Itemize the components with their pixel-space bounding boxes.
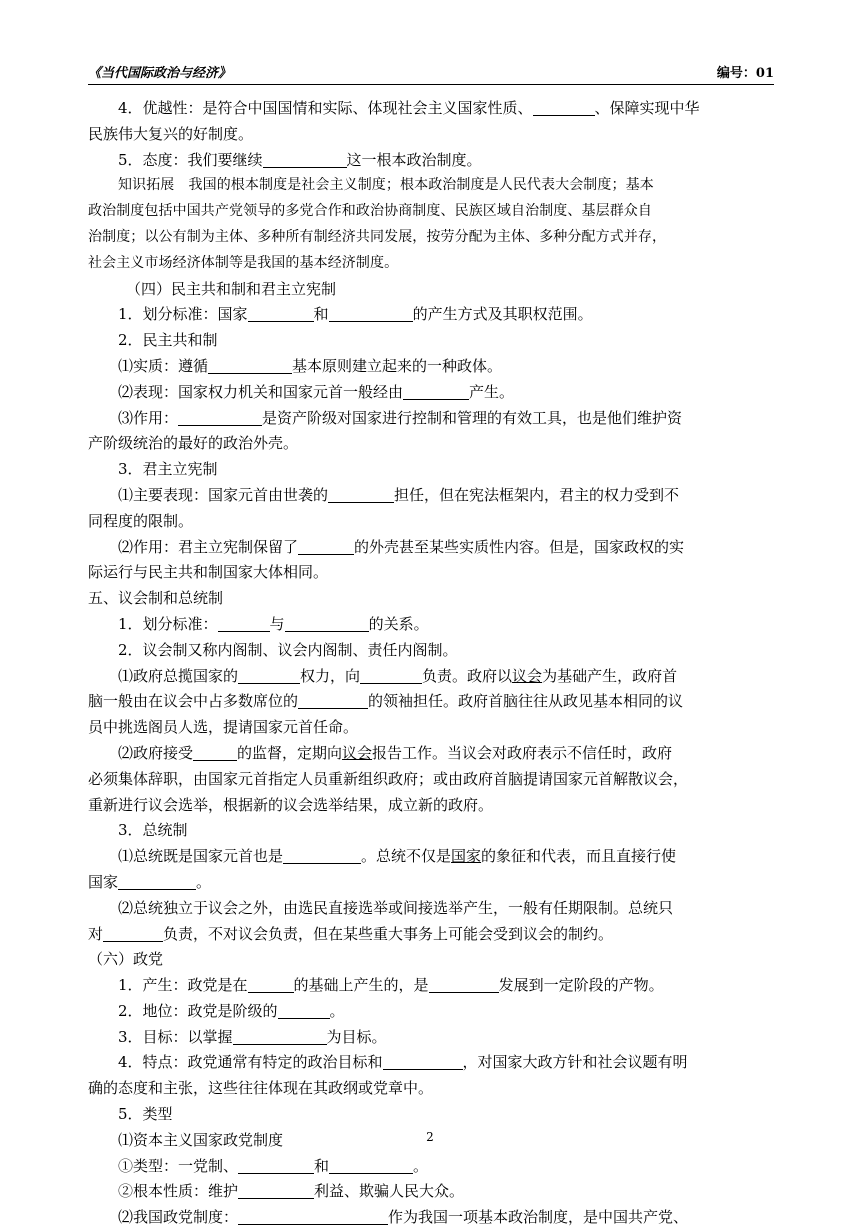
fill-blank[interactable] — [218, 614, 270, 632]
fill-blank[interactable] — [285, 614, 369, 632]
text-line: 2．地位：政党是阶级的 。 — [118, 1001, 345, 1020]
text-line: 产阶级统治的最好的政治外壳。 — [88, 434, 299, 453]
text-line: ⑴实质：遵循 基本原则建立起来的一种政体。 — [118, 356, 503, 375]
fill-blank[interactable] — [208, 356, 292, 374]
text-line: 际运行与民主共和制国家大体相同。 — [88, 563, 329, 582]
text-line: ⑶作用： 是资产阶级对国家进行控制和管理的有效工具，也是他们维护资 — [118, 408, 683, 427]
text-line: ⑴政府总揽国家的 权力，向 负责。政府以议会为基础产生，政府首 — [118, 666, 678, 685]
fill-blank[interactable] — [103, 924, 163, 942]
text-line: 5．态度：我们要继续 这一根本政治制度。 — [118, 150, 482, 169]
text-line: ⑴主要表现：国家元首由世袭的 担任，但在宪法框架内，君主的权力受到不 — [118, 485, 680, 504]
fill-blank[interactable] — [238, 1181, 314, 1199]
text-line: 国家 。 — [88, 872, 212, 891]
section-heading: （六）政党 — [88, 950, 164, 969]
page-number: 2 — [426, 1130, 434, 1144]
knowledge-expansion: 知识拓展 我国的根本制度是社会主义制度；根本政治制度是人民代表大会制度；基本 — [118, 177, 654, 194]
fill-blank[interactable] — [233, 1027, 327, 1045]
text-line: 1．产生：政党是在 的基础上产生的，是 发展到一定阶段的产物。 — [118, 976, 664, 995]
text-line: 同程度的限制。 — [88, 511, 194, 530]
document-number: 编号：01 — [716, 66, 774, 81]
text-line: ⑵政府接受 的监督，定期向议会报告工作。当议会对政府表示不信任时，政府 — [118, 743, 673, 762]
fill-blank[interactable] — [248, 975, 294, 993]
text-line: 1．划分标准： 与 的关系。 — [118, 614, 429, 633]
fill-blank[interactable] — [298, 691, 368, 709]
fill-blank[interactable] — [238, 1207, 388, 1225]
text-line: ①类型：一党制、 和 。 — [118, 1156, 429, 1175]
fill-blank[interactable] — [238, 666, 300, 684]
knowledge-expansion: 社会主义市场经济体制等是我国的基本经济制度。 — [88, 254, 399, 271]
fill-blank[interactable] — [360, 666, 422, 684]
knowledge-expansion: 政治制度包括中国共产党领导的多党合作和政治协商制度、民族区域自治制度、基层群众自 — [88, 203, 652, 220]
section-heading: 五、议会制和总统制 — [88, 589, 224, 608]
text-line: 员中挑选阁员人选，提请国家元首任命。 — [88, 718, 359, 737]
fill-blank[interactable] — [118, 872, 196, 890]
text-line: 重新进行议会选举，根据新的议会选举结果，成立新的政府。 — [88, 795, 494, 814]
fill-blank[interactable] — [533, 98, 595, 116]
text-line: ⑵我国政党制度： 作为我国一项基本政治制度，是中国共产党、 — [118, 1208, 689, 1227]
fill-blank[interactable] — [328, 485, 394, 503]
document-body — [88, 96, 774, 1231]
text-line: 4．特点：政党通常有特定的政治目标和 ，对国家大政方针和社会议题有明 — [118, 1053, 688, 1072]
text-line: 必须集体辞职，由国家元首指定人员重新组织政府；或由政府首脑提请国家元首解散议会， — [88, 769, 689, 788]
fill-blank[interactable] — [429, 975, 499, 993]
section-heading: （四）民主共和制和君主立宪制 — [126, 279, 337, 298]
fill-blank[interactable] — [238, 1156, 314, 1174]
text-line: 1．划分标准：国家 和 的产生方式及其职权范围。 — [118, 305, 593, 324]
knowledge-expansion: 治制度；以公有制为主体、多种所有制经济共同发展，按劳分配为主体、多种分配方式并存， — [88, 228, 667, 245]
text-line: 民族伟大复兴的好制度。 — [88, 124, 254, 143]
fill-blank[interactable] — [298, 537, 354, 555]
fill-blank[interactable] — [403, 382, 469, 400]
text-line: ⑴资本主义国家政党制度 — [118, 1130, 284, 1149]
text-line: 2．议会制又称内阁制、议会内阁制、责任内阁制。 — [118, 640, 458, 659]
text-line: ⑴总统既是国家元首也是 。总统不仅是国家的象征和代表，而且直接行使 — [118, 847, 677, 866]
fill-blank[interactable] — [248, 304, 314, 322]
text-line: 3．目标：以掌握 为目标。 — [118, 1027, 387, 1046]
text-line: 3．总统制 — [118, 821, 188, 840]
text-line: 确的态度和主张，这些往往体现在其政纲或党章中。 — [88, 1079, 434, 1098]
fill-blank[interactable] — [283, 846, 361, 864]
page-header — [88, 62, 774, 85]
text-line: ⑵总统独立于议会之外，由选民直接选举或间接选举产生，一般有任期限制。总统只 — [118, 898, 674, 917]
text-line: ②根本性质：维护 利益、欺骗人民大众。 — [118, 1182, 465, 1201]
text-line: ⑵表现：国家权力机关和国家元首一般经由 产生。 — [118, 382, 515, 401]
fill-blank[interactable] — [278, 1001, 330, 1019]
course-title: 《当代国际政治与经济》 — [88, 66, 232, 81]
text-line: 2．民主共和制 — [118, 331, 218, 350]
text-line: 脑一般由在议会中占多数席位的 的领袖担任。政府首脑往往从政见基本相同的议 — [88, 692, 684, 711]
text-line: 4．优越性：是符合中国国情和实际、体现社会主义国家性质、 、保障实现中华 — [118, 99, 700, 117]
text-line: ⑵作用：君主立宪制保留了 的外壳甚至某些实质性内容。但是，国家政权的实 — [118, 537, 685, 556]
fill-blank[interactable] — [193, 743, 237, 761]
fill-blank[interactable] — [263, 150, 347, 168]
text-line: 对 负责，不对议会负责，但在某些重大事务上可能会受到议会的制约。 — [88, 924, 614, 943]
text-line: 3．君主立宪制 — [118, 460, 218, 479]
fill-blank[interactable] — [329, 1156, 413, 1174]
text-line: 5．类型 — [118, 1105, 173, 1124]
fill-blank[interactable] — [178, 408, 262, 426]
fill-blank[interactable] — [383, 1052, 463, 1070]
fill-blank[interactable] — [329, 304, 413, 322]
